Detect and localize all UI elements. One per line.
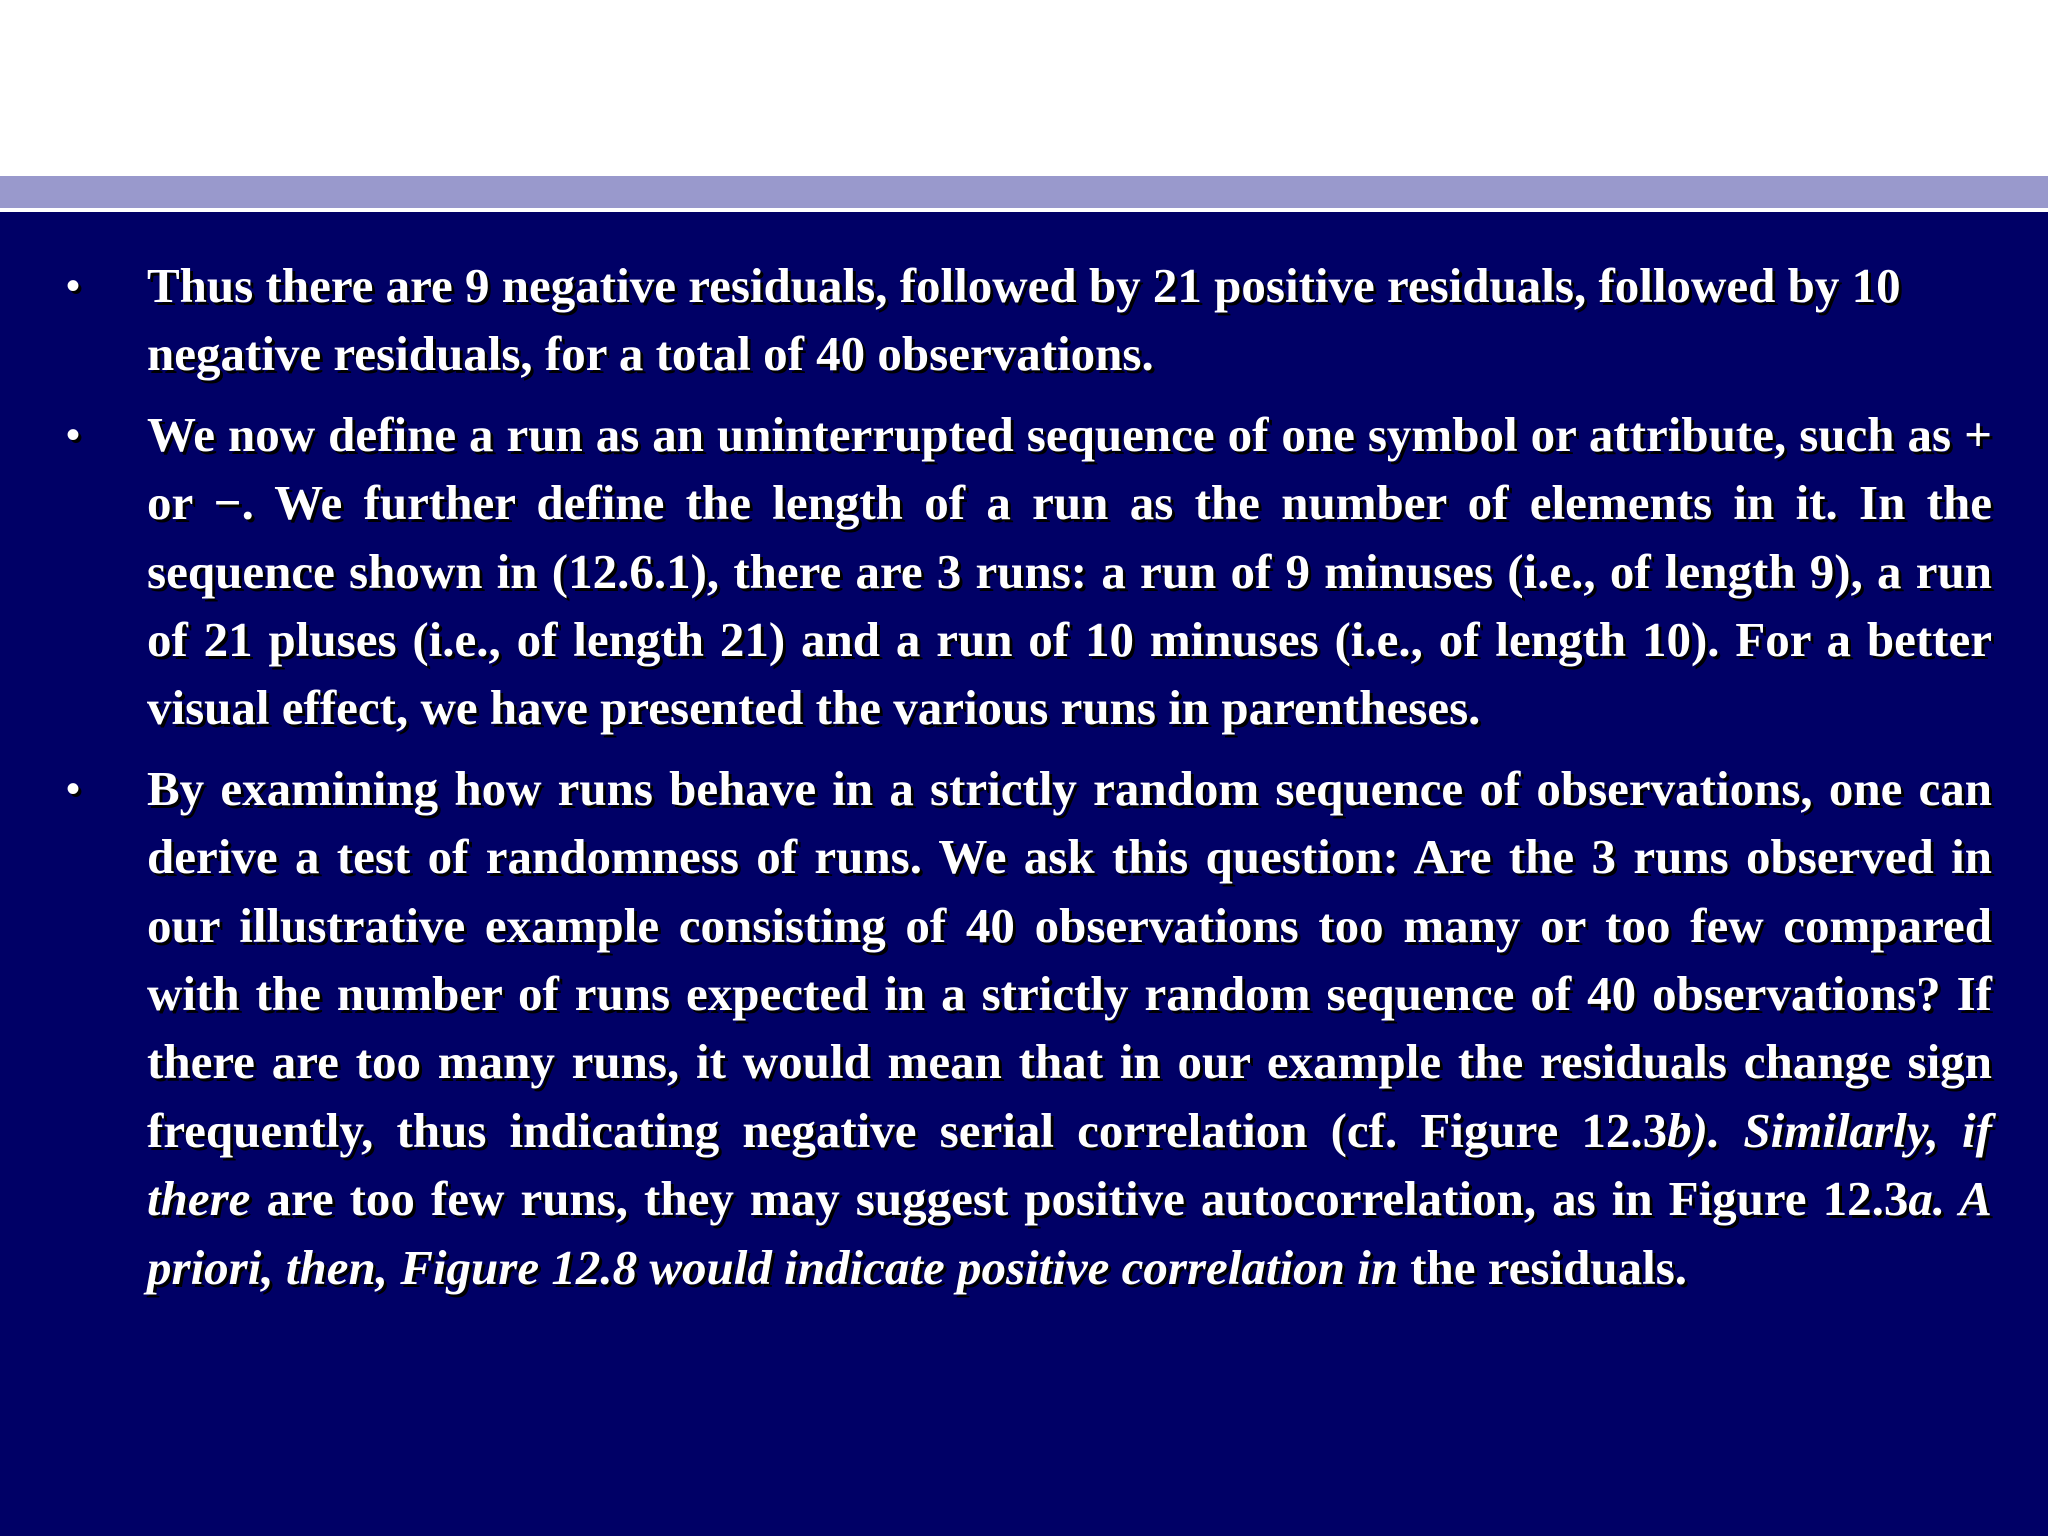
bullet-item-3 (66, 755, 1992, 1302)
accent-bar (0, 176, 2048, 208)
italic-segment: b). Similarly, if there (147, 1102, 1992, 1227)
bullet-item-2 (66, 401, 1992, 743)
slide-header-area (0, 0, 2048, 176)
text-segment: are too few runs, they may suggest positive autocorrelation, as in Figure 12.3 (250, 1171, 1909, 1227)
italic-segment: a. A priori, then, Figure 12.8 would indicate positive correlation in (147, 1171, 1992, 1295)
bullet-marker: • (66, 766, 81, 811)
slide-body (0, 212, 2048, 1536)
bullet-list (66, 252, 1992, 1314)
bullet-marker: • (66, 264, 81, 308)
bullet-text (147, 761, 1992, 1295)
bullet-marker: • (66, 412, 81, 457)
text-segment: By examining how runs behave in a strictly random sequence of observations, one can derive a test of randomness of runs. We ask this question: Are the 3 runs observed in our illustrative example consisting of 40 observations too many or too few compared with the number of runs expected in a strictly random sequence of 40 observations? If there are too many runs, it would mean that in our example the residuals change sign frequently, thus indicating negative serial correlation (cf. Figure 12.3 (147, 760, 1992, 1158)
bullet-item-1 (66, 252, 1992, 389)
bullet-text: We now define a run as an uninterrupted sequence of one symbol or attribute, such as + or −. We further define the length of a run as the number of elements in it. In the sequence shown in (12.6.1), there are 3 runs: a run of 9 minuses (i.e., of length 9), a run of 21 pluses (i.e., of length 21) and a run of 10 minuses (i.e., of length 10). For a better visual effect, we have presented the various runs in parentheses. (147, 406, 1992, 736)
bullet-text: Thus there are 9 negative residuals, followed by 21 positive residuals, followed by 10 negative residuals, for a total of 40 observations. (147, 258, 1901, 382)
text-segment: the residuals. (1397, 1239, 1688, 1295)
